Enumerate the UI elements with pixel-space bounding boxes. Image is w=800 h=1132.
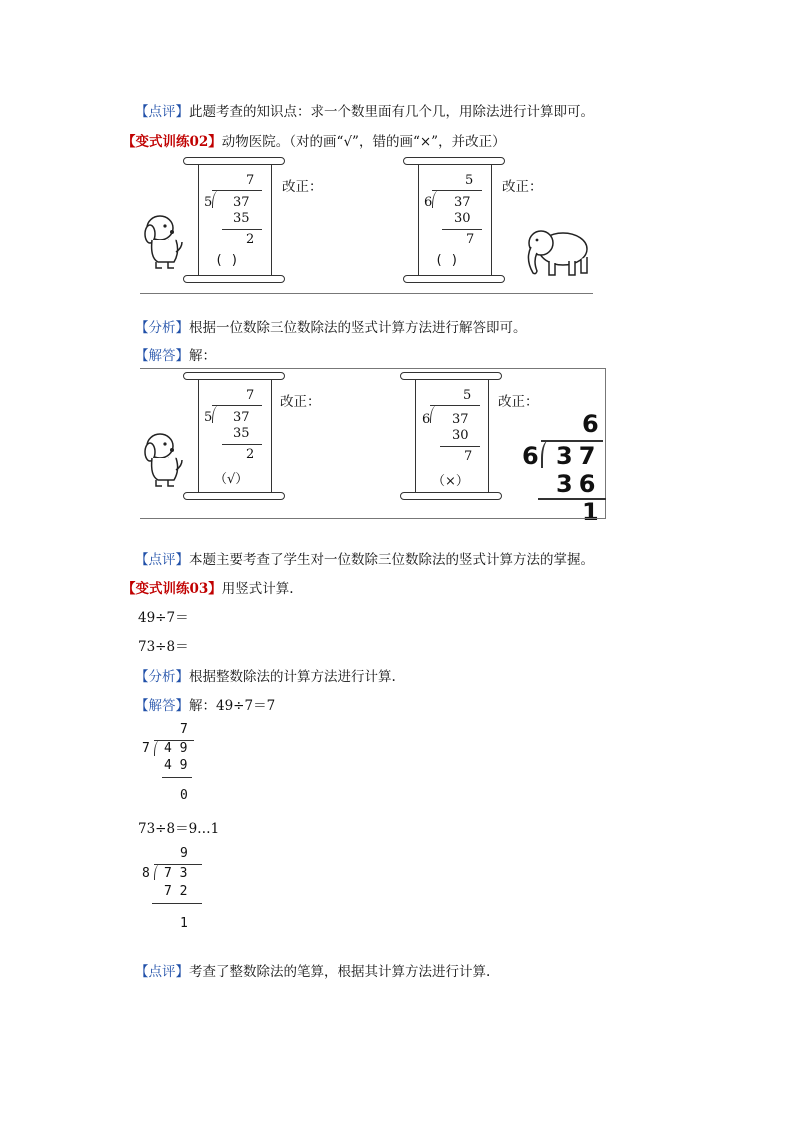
quotient: 7	[246, 388, 255, 403]
question-2: 73÷8＝	[138, 639, 189, 655]
subtraction-line	[222, 229, 262, 230]
comment-tag: 【点评】	[135, 964, 189, 980]
remainder: 2	[246, 447, 255, 462]
dog-icon	[138, 428, 184, 490]
divisor: 6	[422, 412, 431, 427]
remainder: 0	[180, 788, 188, 803]
divisor: 6	[424, 195, 433, 210]
division-bracket	[154, 864, 160, 880]
exercise-03-text: 用竖式计算.	[221, 581, 294, 597]
division-bar	[212, 405, 262, 406]
answer-tag: 【解答】	[135, 698, 189, 714]
comment-tag: 【点评】	[135, 104, 189, 120]
answer-mark-wrong: （×）	[432, 474, 469, 489]
quotient: 7	[180, 722, 188, 737]
exercise-02-heading	[122, 130, 506, 150]
dividend: 37	[233, 195, 250, 210]
exercise-02-text: 动物医院。（对的画“√”，错的画“×”，并改正）	[221, 134, 506, 150]
subtraction-line	[440, 446, 480, 447]
question-1: 49÷7＝	[138, 610, 189, 626]
dividend: 37	[452, 412, 469, 427]
fix-label: 改正：	[502, 179, 543, 195]
scroll-bottom-rod	[400, 492, 502, 500]
dividend: 37	[454, 195, 471, 210]
division-bar	[432, 190, 482, 191]
quotient: 9	[180, 846, 188, 861]
division-bar	[212, 190, 262, 191]
analysis-text: 根据一位数除三位数除法的竖式计算方法进行解答即可。	[189, 320, 527, 336]
dividend: 37	[233, 410, 250, 425]
quotient: 5	[465, 173, 474, 188]
figure-baseline	[140, 293, 593, 294]
exercise-03-tag: 【变式训练03】	[122, 581, 222, 597]
scroll-bottom-rod	[183, 492, 285, 500]
quotient: 5	[463, 388, 472, 403]
fix-label: 改正：	[498, 394, 539, 410]
subtraction-line	[152, 903, 202, 904]
product: 35	[233, 211, 250, 226]
scroll-bottom-rod	[403, 275, 505, 283]
analysis-line	[135, 316, 527, 336]
analysis-tag: 【分析】	[135, 669, 189, 685]
division-bar	[154, 864, 202, 865]
product: 30	[452, 428, 469, 443]
division-bar	[430, 405, 480, 406]
answer-text: 解：49÷7＝7	[189, 698, 276, 714]
divisor: 7	[142, 741, 150, 756]
subtraction-line	[442, 229, 482, 230]
correction-dividend: 37	[556, 442, 602, 470]
product: 7 2	[164, 884, 188, 899]
answer-mark-correct: （√）	[214, 472, 249, 487]
product: 30	[454, 211, 471, 226]
dividend: 4 9	[164, 741, 188, 756]
exercise-02-tag: 【变式训练02】	[122, 134, 222, 150]
remainder: 2	[246, 232, 255, 247]
long-division-49-by-7	[140, 720, 210, 805]
remainder: 1	[180, 916, 188, 931]
correction-divisor: 6	[522, 442, 539, 470]
animal-hospital-figure-2	[138, 368, 608, 526]
long-division-73-by-8	[140, 846, 210, 936]
correction-remainder: 1	[582, 498, 599, 526]
remainder: 7	[466, 232, 475, 247]
fix-label: 改正：	[282, 179, 323, 195]
divisor: 5	[204, 195, 213, 210]
comment-line-2	[135, 548, 594, 568]
answer-line-2: 73÷8＝9…1	[138, 821, 220, 837]
fix-label: 改正：	[280, 394, 321, 410]
scroll-bottom-rod	[183, 275, 285, 283]
analysis-tag: 【分析】	[135, 320, 189, 336]
remainder: 7	[464, 449, 473, 464]
correction-product: 36	[556, 470, 602, 498]
product: 35	[233, 426, 250, 441]
comment-line-1	[135, 100, 594, 120]
comment-tag: 【点评】	[135, 552, 189, 568]
subtraction-line	[162, 777, 192, 778]
answer-line	[135, 694, 275, 714]
correction-quotient: 6	[582, 410, 599, 438]
answer-line	[135, 344, 216, 364]
analysis-text: 根据整数除法的计算方法进行计算.	[189, 669, 396, 685]
answer-mark: ( )	[215, 253, 239, 268]
animal-hospital-figure-1	[138, 155, 598, 295]
answer-mark: ( )	[435, 253, 459, 268]
dog-icon	[138, 210, 184, 272]
answer-text: 解：	[189, 348, 216, 364]
elephant-icon	[523, 225, 591, 281]
answer-tag: 【解答】	[135, 348, 189, 364]
subtraction-line	[222, 444, 262, 445]
comment-text: 考查了整数除法的笔算，根据其计算方法进行计算.	[189, 964, 491, 980]
figure-baseline	[140, 518, 606, 519]
comment-text: 本题主要考查了学生对一位数除三位数除法的竖式计算方法的掌握。	[189, 552, 594, 568]
product: 4 9	[164, 758, 188, 773]
dividend: 7 3	[164, 866, 188, 881]
comment-line-3	[135, 960, 490, 980]
exercise-03-heading	[122, 577, 294, 597]
quotient: 7	[246, 173, 255, 188]
divisor: 5	[204, 410, 213, 425]
correction-division-bracket	[541, 440, 551, 468]
analysis-line	[135, 665, 396, 685]
comment-text: 此题考查的知识点：求一个数里面有几个几，用除法进行计算即可。	[189, 104, 594, 120]
divisor: 8	[142, 866, 150, 881]
division-bracket	[154, 740, 160, 756]
